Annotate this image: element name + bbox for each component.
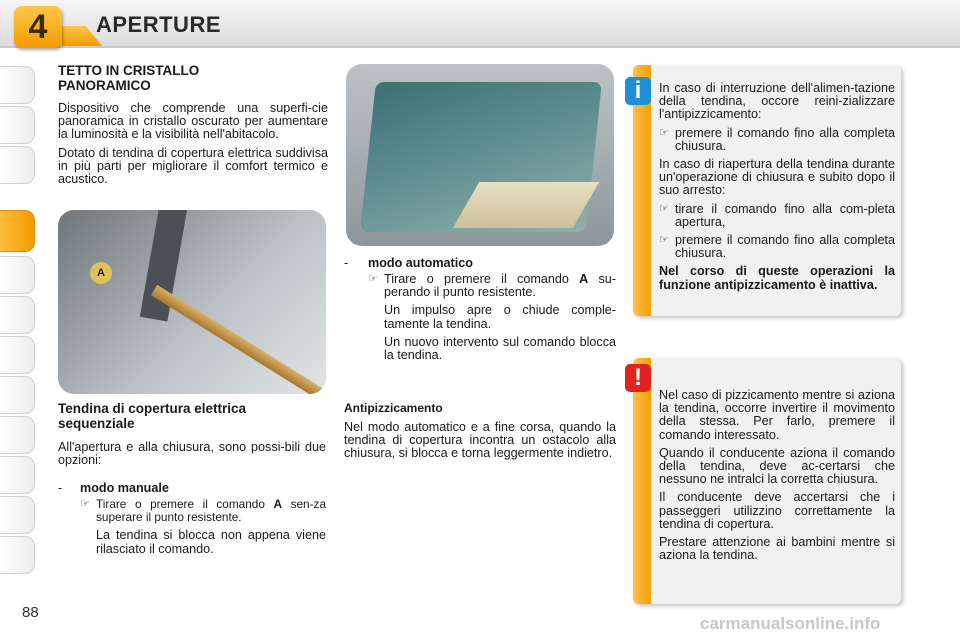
bullet-text: premere il comando fino alla completa chiusura.	[675, 233, 895, 261]
paragraph-bold: Nel corso di queste operazioni la funzione antipizzicamento è inattiva.	[659, 264, 895, 292]
bullet-text: su-perando il punto resistente.	[384, 272, 616, 300]
console-photo	[58, 210, 326, 394]
dash: -	[58, 481, 63, 496]
command-a-button: A	[90, 262, 112, 284]
paragraph: Prestare attenzione ai bambini mentre si aziona la tendina.	[659, 535, 895, 563]
section-tendina	[58, 401, 326, 556]
section-title-antipizzicamento: Antipizzicamento	[344, 401, 443, 415]
bullet	[659, 127, 895, 153]
bullet-text: Tirare o premere il comando	[96, 497, 274, 512]
paragraph: Dispositivo che comprende una superfi-cie panoramica in cristallo oscurato per aumentare la luminosità e la visibilità nell'abitacolo.	[58, 101, 328, 142]
watermark: carmanualsonline.info	[700, 614, 881, 633]
page-number: 88	[22, 604, 39, 621]
hand-pointer-icon: ☞	[368, 273, 378, 285]
paragraph: Nel modo automatico e a fine corsa, quando la tendina di copertura incontra un ostacolo alla chiusura, si blocca e torna leggermente indietro.	[344, 420, 616, 461]
hand-pointer-icon: ☞	[80, 498, 90, 511]
section-title-tetto: TETTO IN CRISTALLO PANORAMICO	[58, 63, 200, 93]
chapter-tab-7[interactable]	[0, 336, 35, 374]
paragraph: All'apertura e alla chiusura, sono possi-bili due opzioni:	[58, 440, 326, 468]
bullet	[659, 234, 895, 260]
info-box	[633, 65, 901, 316]
bullet	[659, 203, 895, 229]
bullet-manual	[80, 498, 326, 523]
bullet-text: tirare il comando fino alla com-pleta apertura,	[675, 201, 895, 229]
pointer-beam	[151, 285, 326, 394]
info-icon: i	[625, 77, 651, 105]
bullet-auto	[368, 273, 616, 299]
warning-icon: !	[625, 364, 651, 392]
chapter-tab-9[interactable]	[0, 416, 35, 454]
chapter-title: APERTURE	[96, 12, 222, 37]
chapter-tab-11[interactable]	[0, 496, 35, 534]
hand-pointer-icon: ☞	[659, 202, 669, 215]
section-title-tendina: Tendina di copertura elettrica sequenziale	[58, 401, 247, 431]
section-antipizzicamento	[344, 402, 616, 461]
paragraph: Dotato di tendina di copertura elettrica suddivisa in più parti per migliorare il comfort termico e acustico.	[58, 145, 328, 187]
chapter-tab-2[interactable]	[0, 106, 35, 144]
dash: -	[344, 256, 349, 270]
section-tetto	[58, 63, 328, 186]
paragraph: Quando il conducente aziona il comando della tendina, deve ac-certarsi che nessuno ne intralci la corretta chiusura.	[659, 445, 895, 487]
chapter-tab-10[interactable]	[0, 456, 35, 494]
paragraph: In caso di riapertura della tendina durante un'operazione di chiusura e subito dopo il suo arresto:	[659, 157, 895, 198]
chapter-tab-5[interactable]	[0, 256, 35, 294]
section-auto	[344, 256, 616, 362]
warning-box	[633, 358, 901, 604]
mode-label-manual: modo manuale	[80, 481, 169, 496]
chapter-tab-1[interactable]	[0, 66, 35, 104]
chapter-badge: 4	[14, 6, 62, 48]
warning-box-stripe	[633, 358, 651, 604]
command-key: A	[273, 497, 283, 512]
paragraph: La tendina si blocca non appena viene rilasciato il comando.	[96, 528, 326, 556]
paragraph: In caso di interruzione dell'alimen-tazione della tendina, occore reini-zializzare l'antipizzicamento:	[659, 81, 895, 122]
bullet-text: premere il comando fino alla completa chiusura.	[675, 125, 895, 153]
command-key: A	[579, 272, 589, 286]
paragraph: Nel caso di pizzicamento mentre si aziona la tendina, occorre invertire il movimento della stessa. Per farlo, premere il comando interessato.	[659, 388, 895, 442]
hand-pointer-icon: ☞	[659, 234, 669, 247]
chapter-tab-6[interactable]	[0, 296, 35, 334]
mode-label-auto: modo automatico	[368, 256, 473, 270]
roof-photo	[346, 64, 614, 246]
paragraph: Un nuovo intervento sul comando blocca la tendina.	[384, 334, 616, 363]
chapter-tab-3[interactable]	[0, 146, 35, 184]
paragraph: Il conducente deve accertarsi che i passeggeri utilizzino correttamente la tendina di copertura.	[659, 490, 895, 531]
chapter-tab-8[interactable]	[0, 376, 35, 414]
chapter-tab-12[interactable]	[0, 536, 35, 574]
hand-pointer-icon: ☞	[659, 126, 669, 139]
chapter-tab-4-active[interactable]	[0, 210, 35, 252]
paragraph: Un impulso apre o chiude comple-tamente la tendina.	[384, 303, 616, 331]
bullet-text: sen-za superare il punto resistente.	[96, 497, 327, 524]
bullet-text: Tirare o premere il comando	[384, 272, 580, 286]
